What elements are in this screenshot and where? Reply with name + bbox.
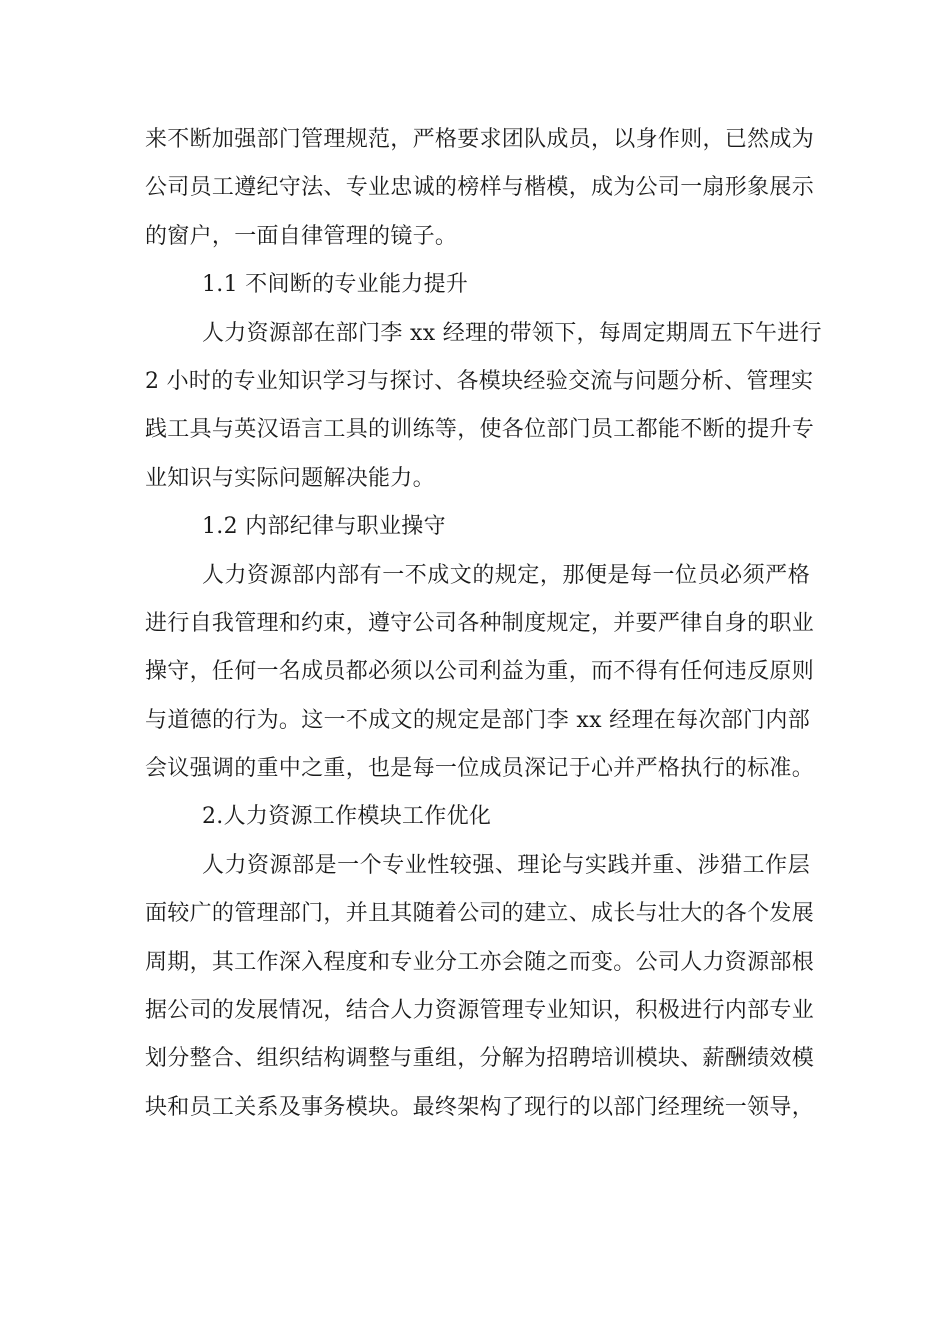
paragraph [145,310,822,504]
text-line: 人力资源部内部有一不成文的规定，那便是每一位员必须严格 [202,562,810,588]
section-heading: 1.1 不间断的专业能力提升 [202,272,469,298]
text-line: 业知识与实际问题解决能力。 [145,465,435,491]
section-heading: 2.人力资源工作模块工作优化 [202,804,492,830]
text-line: 划分整合、组织结构调整与重组，分解为招聘培训模块、薪酬绩效模 [145,1046,815,1072]
text-line: 人力资源部在部门李 xx 经理的带领下，每周定期周五下午进行 [202,320,822,346]
text-line: 块和员工关系及事务模块。最终架构了现行的以部门经理统一领导， [145,1094,815,1120]
text-line: 公司员工遵纪守法、专业忠诚的榜样与楷模，成为公司一扇形象展示 [145,175,815,201]
text-line: 面较广的管理部门，并且其随着公司的建立、成长与壮大的各个发展 [145,901,815,927]
text-line: 人力资源部是一个专业性较强、理论与实践并重、涉猎工作层 [202,852,810,878]
text-line: 践工具与英汉语言工具的训练等，使各位部门员工都能不断的提升专 [145,417,815,443]
paragraph-continuation [145,116,815,261]
text-line: 操守，任何一名成员都必须以公司利益为重，而不得有任何违反原则 [145,659,815,685]
text-line: 周期，其工作深入程度和专业分工亦会随之而变。公司人力资源部根 [145,949,815,975]
text-line: 2 小时的专业知识学习与探讨、各模块经验交流与问题分析、管理实 [145,368,814,394]
text-line: 的窗户，一面自律管理的镜子。 [145,223,458,249]
text-line: 据公司的发展情况，结合人力资源管理专业知识，积极进行内部专业 [145,998,815,1024]
section-heading: 1.2 内部纪律与职业操守 [202,514,446,540]
paragraph [145,552,815,794]
paragraph [145,842,815,1132]
document-body [145,116,822,1132]
text-line: 来不断加强部门管理规范，严格要求团队成员，以身作则，已然成为 [145,127,815,152]
text-line: 会议强调的重中之重，也是每一位成员深记于心并严格执行的标准。 [145,756,815,782]
text-line: 进行自我管理和约束，遵守公司各种制度规定，并要严律自身的职业 [145,610,815,636]
text-line: 与道德的行为。这一不成文的规定是部门李 xx 经理在每次部门内部 [145,707,810,733]
